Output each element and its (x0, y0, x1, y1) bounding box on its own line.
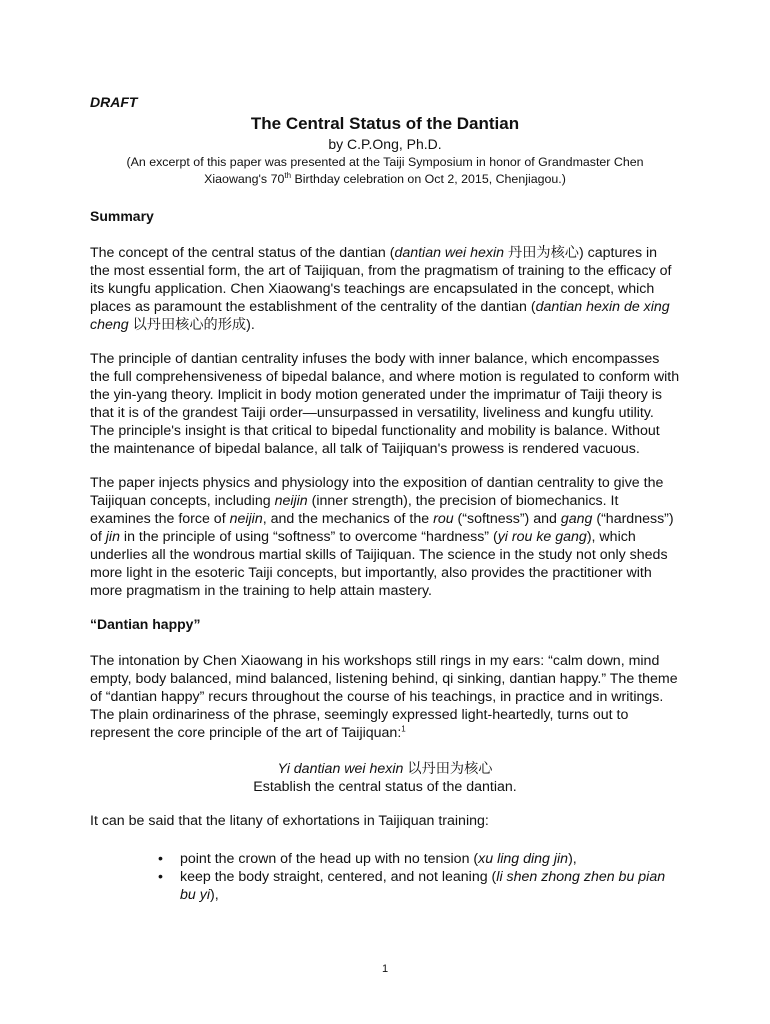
text-run: ), which underlies all the wondrous martial skills of Taijiquan. The science in the study not only sheds more light in the esoteric Taiji concepts, but importantly, also provides the practitioner with more pragmatism in the training to help attain mastery. (90, 529, 668, 599)
italic-term: neijin (229, 511, 263, 527)
dantian-happy-paragraph (90, 652, 680, 742)
litany-intro: It can be said that the litany of exhortations in Taijiquan training: (90, 813, 489, 829)
text-run: in the principle of using “softness” to overcome “hardness” ( (119, 529, 498, 545)
italic-term: rou (433, 511, 454, 527)
text-run: , and the mechanics of the (262, 511, 434, 527)
dantian-happy-heading: “Dantian happy” (90, 616, 201, 632)
text-run: 以丹田核心的形成). (128, 317, 255, 333)
central-quote (90, 760, 680, 796)
italic-term: yi rou ke gang (497, 529, 587, 545)
bullet-icon: • (158, 869, 163, 885)
note-text-1: (An excerpt of this paper was presented at the Taiji Symposium in honor of Grandmaster Chen Xiaowang's 70 (126, 155, 644, 186)
summary-heading: Summary (90, 208, 154, 224)
footnote-ref[interactable]: 1 (401, 724, 406, 734)
draft-label: DRAFT (90, 94, 138, 110)
italic-term: dantian wei hexin (394, 245, 505, 261)
italic-term: xu ling ding jin (478, 851, 569, 867)
summary-paragraph-3 (90, 474, 680, 600)
italic-term: neijin (274, 493, 308, 509)
list-item (158, 868, 680, 904)
page-number: 1 (381, 963, 389, 975)
note-text-2: Birthday celebration on Oct 2, 2015, Chenjiagou.) (291, 172, 566, 186)
paper-title: The Central Status of the Dantian (250, 114, 520, 133)
italic-term: li shen zhong zhen bu pian bu yi (180, 869, 666, 903)
text-run: ), (209, 887, 219, 903)
text-run: 丹田为核心) captures in the most essential form, the art of Taijiquan, from the pragmatism of training to the efficacy of its kungfu application. Chen Xiaowang's teachings are encapsulated in the concept, which places as paramount the establishment of the centrality of the dantian ( (90, 245, 672, 315)
italic-term: gang (560, 511, 593, 527)
italic-term: jin (105, 529, 120, 545)
italic-term: dantian hexin de xing cheng (90, 299, 670, 333)
text-run: (“softness”) and (453, 511, 561, 527)
text-run: The intonation by Chen Xiaowang in his workshops still rings in my ears: “calm down, mind empty, body balanced, mind balanced, listening behind, qi sinking, dantian happy.” The theme of “dantian happy” recurs throughout the course of his teachings, in practice and in writings. The plain ordinariness of the phrase, seemingly expressed light-heartedly, turns out to represent the core principle of the art of Taijiquan: (90, 653, 678, 741)
text-run: keep the body straight, centered, and not leaning ( (180, 869, 497, 885)
quote-line-2: Establish the central status of the dantian. (253, 779, 517, 795)
summary-paragraph-2: The principle of dantian centrality infuses the body with inner balance, which encompasses the full comprehensiveness of bipedal balance, and where motion is regulated to conform with the yin-yang theory. Implicit in body motion generated under the imprimatur of Taiji theory is that it is of the grandest Taiji order—unsurpassed in versatility, liveliness and kungfu utility. The principle's insight is that critical to bipedal functionality and mobility is balance. Without the maintenance of bipedal balance, all talk of Taijiquan's prowess is rendered vacuous. (90, 351, 680, 457)
summary-paragraph-1 (90, 244, 680, 334)
author-line: by C.P.Ong, Ph.D. (328, 136, 442, 152)
text-run: ), (568, 851, 577, 867)
text-run: (inner strength), the precision of biomechanics. It examines the force of (90, 493, 619, 527)
list-item (158, 850, 680, 868)
text-run: point the crown of the head up with no tension ( (180, 851, 479, 867)
exhortation-list (90, 850, 680, 904)
text-run: The concept of the central status of the dantian ( (90, 245, 395, 261)
text-run: 以丹田为核心 (403, 761, 493, 777)
text-run: (“hardness”) of (90, 511, 674, 545)
italic-term: Yi dantian wei hexin (277, 761, 404, 777)
note-superscript: th (284, 170, 292, 180)
presentation-note (90, 154, 680, 188)
bullet-icon: • (158, 851, 163, 867)
quote-line-1 (90, 760, 680, 778)
text-run: The paper injects physics and physiology into the exposition of dantian centrality to give the Taijiquan concepts, including (90, 475, 664, 509)
